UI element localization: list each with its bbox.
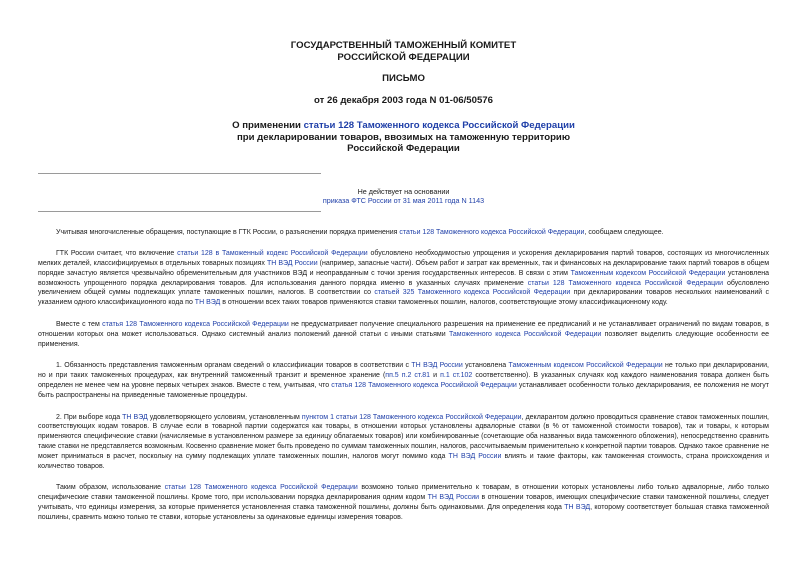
article-128-link[interactable]: статья 128 Таможенного кодекса Российской Федерации xyxy=(331,382,517,390)
paragraph-1: Учитывая многочисленные обращения, поступающие в ГТК России, о разъяснении порядка применения статьи 128 Таможенного кодекса Российской Федерации, сообщаем следующее. xyxy=(56,228,664,236)
title-line-3: Российской Федерации xyxy=(347,143,460,154)
paragraph-3: Вместе с тем статья 128 Таможенного кодекса Российской Федерации не предусматривает получение специального разрешения на применение ее предписаний и не устанавливает ограничений по видам товаров, в отношении которых она может использоваться. Однако системный анализ положений данной статьи с иными статьями Таможенного кодекса Российской Федерации позволяет выделить следующие особенности ее применения. xyxy=(38,321,770,348)
customs-code-link[interactable]: Таможенного кодекса Российской Федерации xyxy=(448,330,602,338)
paragraph-4: 1. Обязанность представления таможенным органам сведений о классификации товаров в соответствии с ТН ВЭД России установлена Таможенным кодексом Российской Федерации не только при декларировании, но и при таких таможенных процедурах, как внутренний таможенный транзит и временное хранение (пп.5 п.2 ст.81 и п.1 ст.102 соответственно). В указанных случаях код каждого наименования товара должен быть определен не менее чем на уровне первых четырех знаков. Вместе с тем, учитывая, что статья 128 Таможенного кодекса Российской Федерации устанавливает особенности только декларирования, ее положения не могут быть распространены на приведенные таможенные процедуры. xyxy=(38,362,769,399)
issuer-line-1: ГОСУДАРСТВЕННЫЙ ТАМОЖЕННЫЙ КОМИТЕТ xyxy=(290,40,517,51)
tn-ved-link[interactable]: ТН ВЭД России xyxy=(448,452,502,460)
notice-order-link[interactable]: приказа ФТС России от 31 мая 2011 года N 1143 xyxy=(322,196,485,205)
article-128-item-1-link[interactable]: пунктом 1 статьи 128 Таможенного кодекса Российской Федерации xyxy=(301,413,522,421)
customs-code-link[interactable]: Таможенным кодексом Российской Федерации xyxy=(570,269,726,277)
title-line-1: О применении статьи 128 Таможенного кодекса Российской Федерации xyxy=(232,120,575,131)
issuer-line-2: РОССИЙСКОЙ ФЕДЕРАЦИИ xyxy=(337,51,470,63)
title-line-2: при декларировании товаров, ввозимых на таможенную территорию xyxy=(236,131,571,143)
title-article-link[interactable]: статьи 128 Таможенного кодекса Российской Федерации xyxy=(303,120,575,131)
article-102-link[interactable]: п.1 ст.102 xyxy=(440,372,473,380)
document-date: от 26 декабря 2003 года N 01-06/50576 xyxy=(314,94,493,106)
paragraph-2: ГТК России считает, что включение статьи 128 в Таможенный кодекс Российской Федерации обусловлено необходимостью упрощения и ускорения декларирования партий товаров, состоящих из многочисленных мелких деталей, классифицируемых в отдельных товарных позициях ТН ВЭД России (например, запасные части). Объем работ и затрат как временных, так и финансовых на декларирование таких партий товаров в общем порядке зачастую является чрезвычайно обременительным для участников ВЭД и неоправданным с точки зрения государственных интересов. В связи с этим Таможенным кодексом Российской Федерации установлена возможность упрощенного порядка декларирования товаров. Для использования данного порядка именно в указанных случаях применение статьи 128 Таможенного кодекса Российской Федерации обусловлено увеличением общей суммы подлежащих уплате таможенных пошлин, налогов. В соответствии со статьей 325 Таможенного кодекса Российской Федерации при декларировании товаров нескольких наименований с указанием одного классификационного кода по ТН ВЭД в отношении всех таких товаров применяются ставки таможенных пошлин, налогов, соответствующие этому классификационному коду. xyxy=(38,250,770,307)
article-128-link[interactable]: статья 128 Таможенного кодекса Российской Федерации xyxy=(102,321,289,329)
article-128-link[interactable]: статьи 128 Таможенного кодекса Российской Федерации xyxy=(164,484,358,492)
document-type: ПИСЬМО xyxy=(382,73,425,84)
tn-ved-link[interactable]: ТН ВЭД xyxy=(194,299,221,307)
notice-rule-top xyxy=(38,173,321,174)
article-81-link[interactable]: пп.5 п.2 ст.81 xyxy=(385,372,431,380)
tn-ved-link[interactable]: ТН ВЭД xyxy=(122,413,148,421)
paragraph-5: 2. При выборе кода ТН ВЭД удовлетворяющего условиям, установленным пунктом 1 статьи 128 Таможенного кодекса Российской Федерации, декларантом должно проводиться сравнение ставок таможенных пошлин, соответствующих кодам товаров. В случае если в товарной партии содержатся как товары, в отношении которых установлены адвалорные ставки (в % от таможенной стоимости товаров), так и товары, к которым применяются специфические ставки (начисляемые в установленном размере за единицу облагаемых товаров) или комбинированные (сочетающие оба названных вида таможенного обложения), непосредственно сравнить такие ставки не представляется возможным. Косвенно сравнение может быть проведено по суммам таможенных пошлин, налогов, рассчитываемым применительно к конкретной партии товаров. Однако такое сравнение не может приниматься в расчет, поскольку на сумму подлежащих уплате таможенных пошлин, налогов могут помимо кода ТН ВЭД России влиять и такие факторы, как таможенная стоимость, страна происхождения и количество товаров. xyxy=(38,413,770,470)
document-header xyxy=(38,40,769,106)
paragraph-6: Таким образом, использование статьи 128 Таможенного кодекса Российской Федерации возможно только применительно к товарам, в отношении которых установлены либо только адвалорные, либо только специфические ставки таможенной пошлины. Кроме того, при использовании порядка декларирования одним кодом ТН ВЭД России в отношении товаров, имеющих специфические ставки таможенной пошлины, следует учитывать, что единицы измерения, за которые применяется установленная ставка таможенной пошлины, должны быть одинаковыми. Для определения кода ТН ВЭД, которому соответствует большая ставка таможенной пошлины, сравнить можно только те ставки, которые установлены за одинаковые единицы измерения товаров. xyxy=(38,484,770,521)
tn-ved-link[interactable]: ТН ВЭД России xyxy=(411,362,463,370)
notice-text: Не действует на основании xyxy=(357,186,450,196)
article-128-link[interactable]: статьи 128 в Таможенный кодекс Российской Федерации xyxy=(177,250,368,258)
status-notice xyxy=(38,173,769,219)
tn-ved-link[interactable]: ТН ВЭД России xyxy=(266,260,318,268)
tn-ved-link[interactable]: ТН ВЭД России xyxy=(427,494,480,502)
notice-rule-bottom xyxy=(38,211,321,212)
article-325-link[interactable]: статьей 325 Таможенного кодекса Российской Федерации xyxy=(374,289,571,297)
customs-code-link[interactable]: Таможенным кодексом Российской Федерации xyxy=(508,362,663,370)
document-title xyxy=(38,120,769,155)
article-128-link[interactable]: статьи 128 Таможенного кодекса Российской Федерации xyxy=(399,228,585,236)
letter-body xyxy=(38,228,769,523)
tn-ved-link[interactable]: ТН ВЭД xyxy=(564,504,591,512)
article-128-link[interactable]: статьи 128 Таможенного кодекса Российской Федерации xyxy=(527,279,723,287)
